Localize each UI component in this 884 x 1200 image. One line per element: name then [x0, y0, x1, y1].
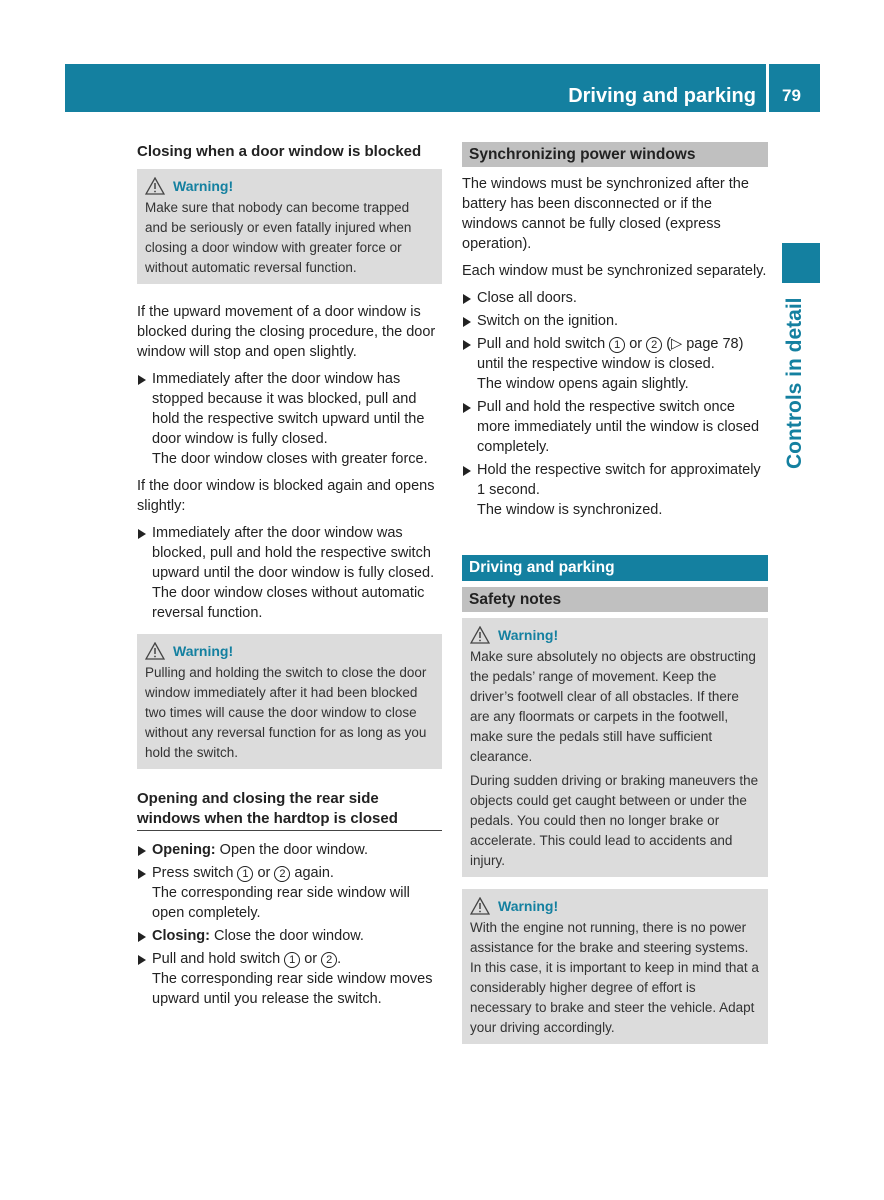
page-reference: (▷ page 78): [666, 336, 744, 352]
step-arrow-icon: [138, 846, 146, 856]
switch-2-icon: 2: [646, 337, 662, 353]
step-arrow-icon: [463, 403, 471, 413]
paragraph: Each window must be synchronized separately.: [462, 263, 767, 279]
step-item: [137, 863, 442, 923]
warning-box: [462, 889, 768, 1044]
step-text: Immediately after the door window was blocked, pull and hold the respective switch upward until the door window is fully closed.: [152, 525, 435, 581]
step-result: The door window closes without automatic reversal function.: [152, 585, 425, 621]
step-text: Close all doors.: [477, 290, 577, 306]
step-text: Pull and hold the respective switch once more immediately until the window is closed completely.: [477, 399, 760, 455]
heading-rear-side-windows: Opening and closing the rear side windows when the hardtop is closed: [137, 789, 442, 831]
warning-title: [470, 896, 760, 916]
step-item: [462, 460, 768, 520]
step-result: The corresponding rear side window moves upward until you release the switch.: [152, 971, 433, 1007]
warning-title-text: Warning!: [498, 627, 559, 643]
step-item: [462, 311, 768, 331]
or-text: or: [629, 336, 643, 352]
warning-title-text: Warning!: [173, 178, 234, 194]
step-result: The corresponding rear side window will open completely.: [152, 885, 410, 921]
page-number: 79: [782, 86, 801, 105]
heading-blocked-window: Closing when a door window is blocked: [137, 143, 422, 160]
warning-title-text: Warning!: [498, 898, 559, 914]
warning-box: [137, 169, 442, 284]
warning-title-text: Warning!: [173, 643, 234, 659]
step-text: until the respective window is closed.: [477, 356, 715, 372]
step-item: [462, 397, 768, 457]
warning-box: [137, 634, 442, 769]
step-list: [137, 840, 442, 1009]
switch-1-icon: 1: [609, 337, 625, 353]
step-arrow-icon: [138, 932, 146, 942]
step-text: again.: [294, 865, 334, 881]
warning-text: With the engine not running, there is no power assistance for the brake and steering systems. In this case, it is important to keep in mind that a considerably higher degree of effort is necessary to brake and steer the vehicle. Adapt your driving accordingly.: [470, 920, 759, 1035]
switch-1-icon: 1: [237, 866, 253, 882]
step-result: The window is synchronized.: [477, 502, 663, 518]
section-driving-and-parking: Driving and parking: [462, 555, 768, 581]
step-text: Immediately after the door window has stopped because it was blocked, pull and hold the respective switch upward until the door window is fully closed.: [152, 371, 425, 447]
step-text: Pull and hold switch: [477, 336, 606, 352]
step-arrow-icon: [138, 529, 146, 539]
step-arrow-icon: [463, 466, 471, 476]
paragraph: If the door window is blocked again and opens slightly:: [137, 478, 435, 514]
switch-2-icon: 2: [321, 952, 337, 968]
warning-triangle-icon: [145, 177, 165, 195]
warning-box: [462, 618, 768, 877]
step-item: [137, 840, 442, 860]
step-list: [137, 523, 442, 623]
header-title: Driving and parking: [568, 85, 756, 107]
or-text: or: [304, 951, 318, 967]
warning-triangle-icon: [470, 897, 490, 915]
warning-text: Make sure absolutely no objects are obstructing the pedals’ range of movement. Keep the driver’s footwell clear of all obstacles. If there are any floormats or carpets in the footwell, make sure the pedals still have sufficient clearance.: [470, 649, 756, 764]
paragraph: If the upward movement of a door window is blocked during the closing procedure, the door window will stop and open slightly.: [137, 304, 436, 360]
page-header: [65, 64, 820, 112]
step-text: Press switch: [152, 865, 234, 881]
or-text: or: [257, 865, 271, 881]
step-item: [137, 949, 442, 1009]
heading-synchronizing: Synchronizing power windows: [462, 142, 768, 167]
step-arrow-icon: [138, 955, 146, 965]
chapter-tab: [782, 243, 820, 283]
chapter-label: Controls in detail: [783, 297, 806, 469]
step-label: Opening:: [152, 842, 216, 858]
warning-text: Make sure that nobody can become trapped and be seriously or even fatally injured when closing a door window with greater force or without automatic reversal function.: [145, 200, 412, 275]
step-result: The door window closes with greater force.: [152, 451, 428, 467]
warning-title: [145, 176, 434, 196]
header-divider: [766, 64, 769, 112]
step-arrow-icon: [463, 317, 471, 327]
step-arrow-icon: [463, 340, 471, 350]
step-text: Open the door window.: [219, 842, 368, 858]
step-text: Close the door window.: [214, 928, 364, 944]
step-item: [137, 926, 442, 946]
switch-2-icon: 2: [274, 866, 290, 882]
step-item: [137, 523, 442, 623]
step-text: Pull and hold switch: [152, 951, 281, 967]
step-item: [462, 288, 768, 308]
step-label: Closing:: [152, 928, 210, 944]
step-item: [462, 334, 768, 394]
step-text: .: [337, 951, 342, 967]
warning-triangle-icon: [145, 642, 165, 660]
warning-triangle-icon: [470, 626, 490, 644]
step-list: [462, 288, 768, 520]
step-item: [137, 369, 442, 469]
step-list: [137, 369, 442, 469]
left-column: [137, 142, 442, 1016]
paragraph: The windows must be synchronized after the battery has been disconnected or if the windows cannot be fully closed (express operation).: [462, 176, 749, 252]
step-arrow-icon: [138, 869, 146, 879]
warning-title: [145, 641, 434, 661]
step-result: The window opens again slightly.: [477, 376, 689, 392]
step-text: Hold the respective switch for approximately 1 second.: [477, 462, 761, 498]
warning-text: During sudden driving or braking maneuvers the objects could get caught between or under the pedals. You could then no longer brake or accelerate. This could lead to accidents and injury.: [470, 773, 759, 868]
right-column: [462, 142, 768, 1044]
step-arrow-icon: [138, 375, 146, 385]
switch-1-icon: 1: [284, 952, 300, 968]
warning-text: Pulling and holding the switch to close the door window immediately after it had been blocked two times will cause the door window to close without any reversal function for as long as you hold the switch.: [145, 665, 427, 760]
warning-title: [470, 625, 760, 645]
heading-safety-notes: Safety notes: [462, 587, 768, 612]
step-arrow-icon: [463, 294, 471, 304]
step-text: Switch on the ignition.: [477, 313, 619, 329]
